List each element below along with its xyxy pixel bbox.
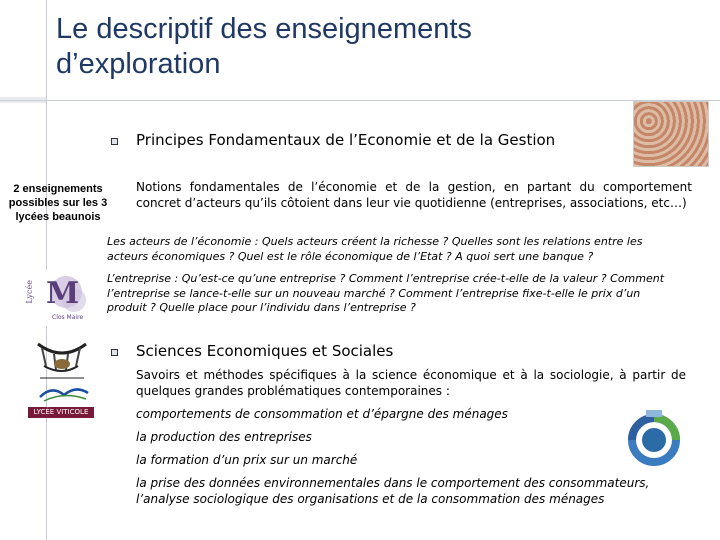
logo3-text: LYCÉE VITICOLE (33, 408, 89, 416)
section1-question-entreprise: L’entreprise : Qu’est-ce qu’une entreprise ? Comment l’entreprise crée-t-elle de la valeur ? Comment l’entreprise se lance-t-elle sur un nouveau marché ? Comment l’entreprise fixe-t-elle le prix d’un produit ? Quelle place pour l’individu dans l’entreprise ? (107, 272, 665, 314)
section1-intro: Notions fondamentales de l’économie et de la gestion, en partant du comportement concret d’acteurs qu’ils côtoient dans leur vie quotidienne (entreprises, associations, etc…) (136, 180, 692, 210)
section2-heading: Sciences Economiques et Sociales (136, 342, 394, 360)
page-title: Le descriptif des enseignements d’exploration (56, 13, 472, 80)
cycle-diagram (624, 410, 684, 468)
section2-item-environnement: la prise des données environnementales dans le comportement des consommateurs, l’analyse sociologique des organisations et de la consommation des ménages (136, 476, 650, 506)
crowd-photo (633, 101, 709, 167)
lycee-viticole-logo (28, 407, 94, 418)
vine-logo (32, 336, 92, 382)
section1-bullet (111, 138, 118, 145)
section2-bullet (111, 349, 118, 356)
section1-question-acteurs: Les acteurs de l’économie : Quels acteurs créent la richesse ? Quelles sont les relations entre les acteurs économiques ? Quel est le rôle économique de l’Etat ? A quoi sert une banque ? (107, 235, 643, 263)
title-rule (0, 100, 720, 101)
logo1-letter: M (46, 276, 80, 311)
school-logo-small (36, 383, 92, 403)
lycee-clos-maire-logo (22, 270, 96, 326)
section2-intro: Savoirs et méthodes spécifiques à la science économique et à la sociologie, à partir de quelques grandes problématiques contemporaines : (136, 368, 686, 398)
section2-item-consommation: comportements de consommation et d’épargne des ménages (136, 407, 508, 421)
side-note: 2 enseignements possibles sur les 3 lycées beaunois (8, 183, 108, 223)
section2-item-production: la production des entreprises (136, 430, 312, 444)
section2-item-prix: la formation d’un prix sur un marché (136, 453, 358, 467)
logo1-caption: Clos Maire (52, 314, 84, 321)
section1-heading: Principes Fondamentaux de l’Economie et de la Gestion (136, 131, 556, 149)
logo1-word: Lycée (25, 280, 34, 304)
